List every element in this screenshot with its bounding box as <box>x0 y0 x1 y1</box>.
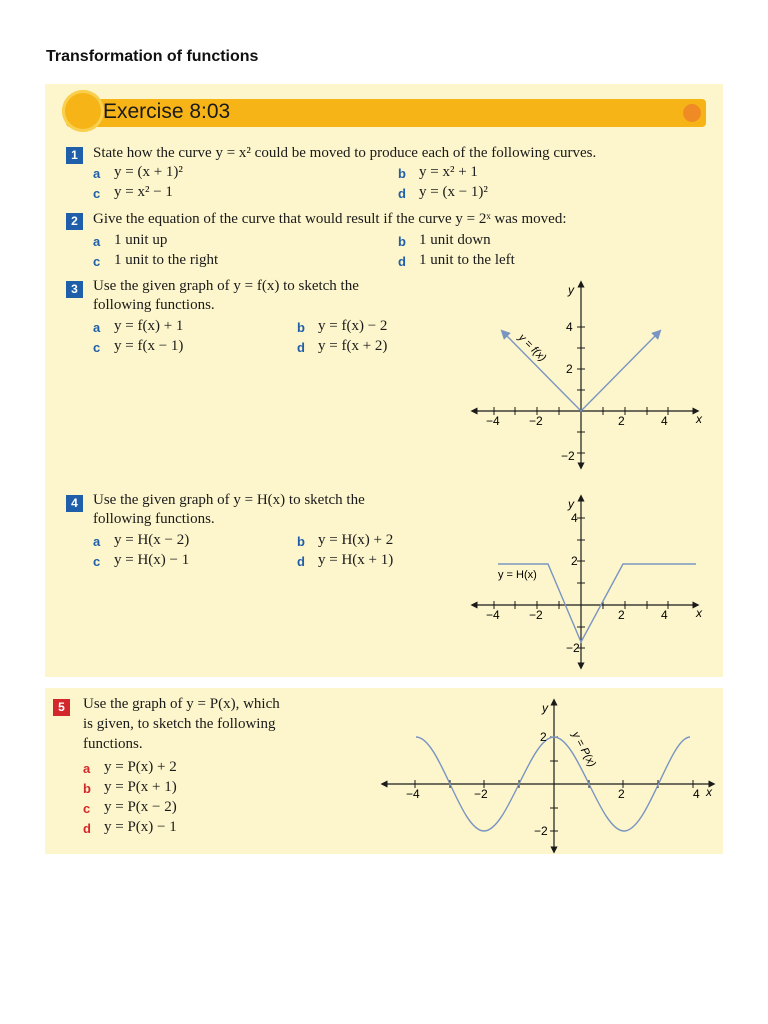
tick-label: 2 <box>540 730 547 744</box>
tick-label: −4 <box>486 414 500 428</box>
x-axis-label: x <box>696 412 702 426</box>
curve-label: y = P(x) <box>569 729 598 770</box>
q3-c-label: c <box>93 340 101 355</box>
q4-prompt-line2: following functions. <box>93 511 215 527</box>
tick-label: 4 <box>566 320 573 334</box>
question-number-5: 5 <box>53 699 70 716</box>
q5-c: y = P(x − 2) <box>104 799 177 815</box>
tick-label: 2 <box>618 414 625 428</box>
q1-b: y = x² + 1 <box>419 164 478 180</box>
tick-label: 2 <box>618 787 625 801</box>
y-axis-label: y <box>542 701 548 715</box>
tick-label: −2 <box>534 824 548 838</box>
q1-b-label: b <box>398 166 406 181</box>
q3-d-label: d <box>297 340 305 355</box>
q2-d: 1 unit to the left <box>419 252 515 268</box>
q2-d-label: d <box>398 254 406 269</box>
q3-d: y = f(x + 2) <box>318 338 388 354</box>
q5-d: y = P(x) − 1 <box>104 819 177 835</box>
exercise-title: Exercise 8:03 <box>103 100 231 123</box>
q2-prompt: Give the equation of the curve that would result if the curve y = 2ˣ was moved: <box>93 211 567 227</box>
tick-label: −2 <box>474 787 488 801</box>
curve-label: y = f(x) <box>515 331 549 365</box>
tick-label: −2 <box>529 608 543 622</box>
q4-b-label: b <box>297 534 305 549</box>
banner-end-decoration <box>680 101 704 125</box>
question-number-2: 2 <box>66 213 83 230</box>
q3-a: y = f(x) + 1 <box>114 318 184 334</box>
q1-prompt: State how the curve y = x² could be moved to produce each of the following curves. <box>93 145 597 161</box>
tick-label: −4 <box>406 787 420 801</box>
q5-d-label: d <box>83 821 91 836</box>
tick-label: 2 <box>571 554 578 568</box>
q2-b-label: b <box>398 234 406 249</box>
graph-h <box>468 492 712 672</box>
q2-c-label: c <box>93 254 101 269</box>
tick-label: 4 <box>661 608 668 622</box>
q1-a: y = (x + 1)² <box>114 164 183 180</box>
q4-d: y = H(x + 1) <box>318 552 394 568</box>
q4-a-label: a <box>93 534 101 549</box>
q5-a-label: a <box>83 761 91 776</box>
q4-a: y = H(x − 2) <box>114 532 190 548</box>
curve-label: y = H(x) <box>498 569 537 581</box>
q5-b: y = P(x + 1) <box>104 779 177 795</box>
q1-d: y = (x − 1)² <box>419 184 488 200</box>
q2-c: 1 unit to the right <box>114 252 219 268</box>
banner-circle-decoration <box>62 90 104 132</box>
q3-c: y = f(x − 1) <box>114 338 184 354</box>
q2-a-label: a <box>93 234 101 249</box>
tick-label: 4 <box>693 787 700 801</box>
tick-label: −2 <box>561 449 575 463</box>
graph-p <box>380 694 716 854</box>
tick-label: 2 <box>566 362 573 376</box>
q4-d-label: d <box>297 554 305 569</box>
q2-b: 1 unit down <box>419 232 491 248</box>
q1-c-label: c <box>93 186 101 201</box>
y-axis-label: y <box>568 497 574 511</box>
q5-prompt-line1: Use the graph of y = P(x), which <box>83 696 280 712</box>
x-axis-label: x <box>696 606 702 620</box>
q4-c-label: c <box>93 554 101 569</box>
graph-f <box>468 278 712 474</box>
q5-prompt-line2: is given, to sketch the following <box>83 716 276 732</box>
tick-label: 4 <box>661 414 668 428</box>
q4-b: y = H(x) + 2 <box>318 532 394 548</box>
q3-prompt-line1: Use the given graph of y = f(x) to sketch the <box>93 278 359 294</box>
q1-a-label: a <box>93 166 101 181</box>
q3-a-label: a <box>93 320 101 335</box>
q1-d-label: d <box>398 186 406 201</box>
tick-label: −2 <box>566 641 580 655</box>
tick-label: −2 <box>529 414 543 428</box>
q4-c: y = H(x) − 1 <box>114 552 190 568</box>
q5-b-label: b <box>83 781 91 796</box>
q4-prompt-line1: Use the given graph of y = H(x) to sketch the <box>93 492 365 508</box>
question-number-4: 4 <box>66 495 83 512</box>
q3-prompt-line2: following functions. <box>93 297 215 313</box>
question-number-3: 3 <box>66 281 83 298</box>
x-axis-label: x <box>706 785 712 799</box>
q3-b: y = f(x) − 2 <box>318 318 388 334</box>
q5-prompt-line3: functions. <box>83 736 143 752</box>
tick-label: −4 <box>486 608 500 622</box>
q1-c: y = x² − 1 <box>114 184 173 200</box>
q5-c-label: c <box>83 801 91 816</box>
q5-a: y = P(x) + 2 <box>104 759 177 775</box>
page-title: Transformation of functions <box>46 48 259 65</box>
question-number-1: 1 <box>66 147 83 164</box>
q3-b-label: b <box>297 320 305 335</box>
tick-label: 4 <box>571 511 578 525</box>
q2-a: 1 unit up <box>114 232 168 248</box>
y-axis-label: y <box>568 283 574 297</box>
tick-label: 2 <box>618 608 625 622</box>
